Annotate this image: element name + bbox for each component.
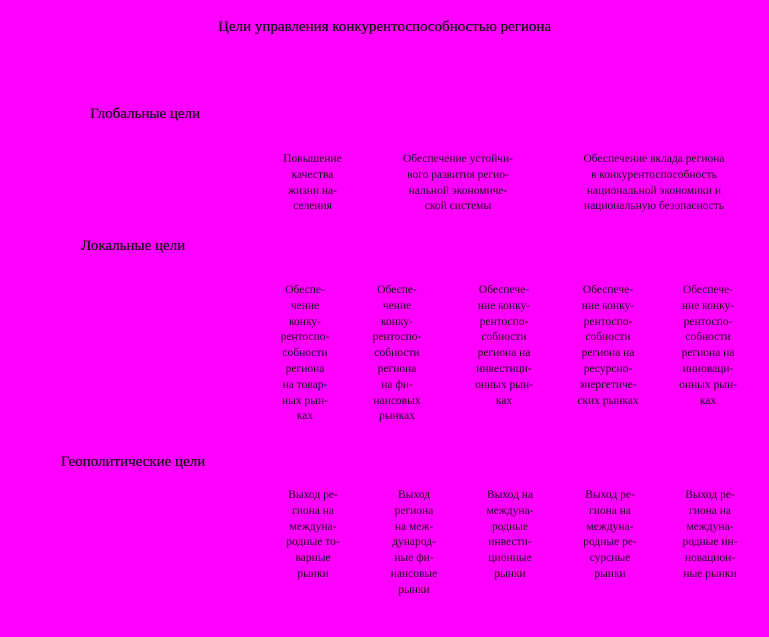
geo-goal-financial-markets: Выход региона на меж- дународ- ные фи- нансовые рынки	[390, 489, 438, 596]
geo-goal-innovation-markets: Выход ре- гиона на междуна- родные ин- новацион- ные рынки	[682, 489, 738, 580]
global-goal-sustainable-development: Обеспечение устойчи- вого развития регио- нальной экономиче- ской системы	[402, 153, 514, 213]
geo-goal-investment-markets: Выход на междуна- родные инвести- ционные рынки	[486, 489, 534, 580]
global-goal-national-contribution: Обеспечение вклада региона в конкурентоспособность национальной экономики и национальную безопасность	[583, 153, 725, 213]
level-label-global: Глобальные цели	[90, 106, 200, 122]
global-goal-quality-of-life: Повышение качества жизни на- селения	[283, 153, 342, 213]
local-goal-commodity-markets: Обеспе- чение конку- рентоспо- собности региона на товар- ных рын- ках	[280, 284, 330, 423]
local-goal-financial-markets: Обеспе- чение конку- рентоспо- собности региона на фи- нансовых рынках	[372, 284, 422, 423]
local-goal-resource-markets: Обеспече- ние конку- рентоспо- собности региона на ресурсно- энергетиче- ских рынках	[577, 284, 639, 407]
geo-goal-resource-markets: Выход ре- гиона на междуна- родные ре- сурсные рынки	[583, 489, 637, 580]
local-goal-innovation-markets: Обеспече- ние конку- рентоспо- собности региона на инноваци- онных рын- ках	[679, 284, 737, 407]
level-label-geo: Геополитические цели	[60, 454, 206, 470]
level-label-local: Локальные цели	[80, 238, 186, 254]
local-goal-investment-markets: Обеспече- ние конку- рентоспо- собности региона на инвестици- онных рын- ках	[475, 284, 533, 407]
page-title: Цели управления конкурентоспособностью региона	[218, 19, 551, 35]
geo-goal-commodity-markets: Выход ре- гиона на междуна- родные то- варные рынки	[286, 489, 340, 580]
